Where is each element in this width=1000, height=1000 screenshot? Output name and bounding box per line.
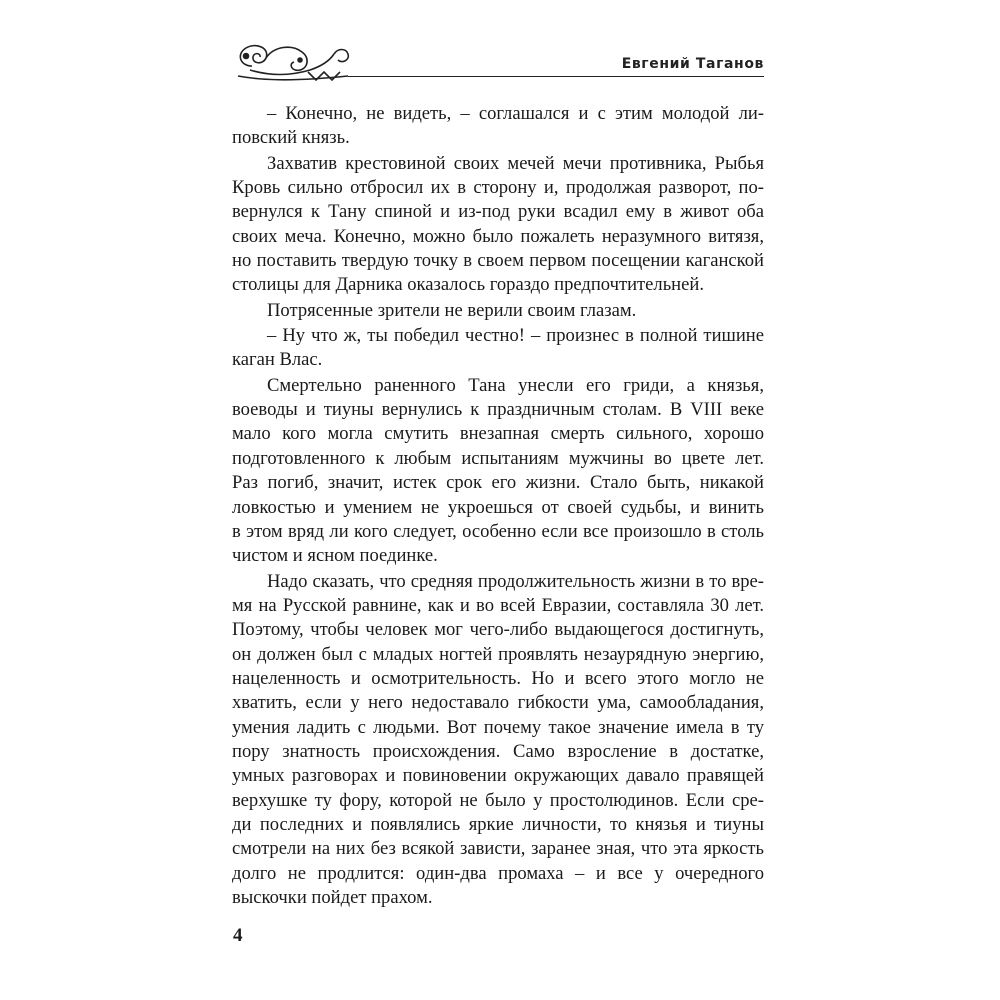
text-line: Раз погиб, значит, истек срок его жизни. Стало быть, никакой bbox=[232, 472, 764, 494]
text-line: умных разговорах и повиновении окружающих давало правящей bbox=[232, 765, 764, 787]
text-line: своих меча. Конечно, можно было пожалеть неразумного витязя, bbox=[232, 225, 764, 247]
text-line: выскочки пойдет прахом. bbox=[232, 887, 433, 908]
text-line: – Ну что ж, ты победил честно! – произнес в полной тишине bbox=[267, 325, 764, 347]
text-line: долго не продлится: один-два промаха – и все у очередного bbox=[232, 862, 764, 884]
text-line: Кровь сильно отбросил их в сторону и, продолжая разворот, по- bbox=[232, 177, 764, 199]
paragraph bbox=[232, 374, 764, 569]
text-line: каган Влас. bbox=[232, 349, 323, 371]
text-line: вернулся к Тану спиной и из-под руки всадил ему в живот оба bbox=[232, 201, 764, 223]
text-line: ди последних и появлялись яркие личности, то князья и тиуны bbox=[232, 813, 764, 835]
paragraph bbox=[232, 102, 764, 151]
text-line: столицы для Дарника оказалось гораздо предпочтительней. bbox=[232, 274, 704, 296]
text-line: подготовленного к любым испытаниям мужчины во цвете лет. bbox=[232, 447, 764, 469]
text-line: повский князь. bbox=[232, 127, 350, 149]
text-line: ловкостью и умением не укроешься от своей судьбы, и винить bbox=[232, 496, 764, 518]
text-line: он должен был с младых ногтей проявлять незаурядную энергию, bbox=[232, 643, 764, 665]
text-line: Захватив крестовиной своих мечей мечи противника, Рыбья bbox=[267, 152, 764, 174]
author-name: Евгений Таганов bbox=[621, 56, 764, 72]
text-line: в этом вряд ли кого следует, особенно если все произошло в столь bbox=[232, 520, 764, 542]
text-line: Надо сказать, что средняя продолжительность жизни в то вре- bbox=[267, 570, 764, 592]
swirl-ornament-icon bbox=[230, 36, 360, 84]
header-rule bbox=[348, 76, 764, 77]
body-text bbox=[232, 102, 764, 911]
paragraph bbox=[232, 299, 764, 323]
text-line: смотрели на них без всякой зависти, заранее зная, что эта яркость bbox=[232, 838, 764, 860]
text-line: но поставить твердую точку в своем первом посещении каганской bbox=[232, 250, 764, 272]
paragraph bbox=[232, 324, 764, 373]
text-line: умения ладить с людьми. Вот почему такое значение имела в ту bbox=[232, 716, 764, 738]
text-line: мя на Русской равнине, как и во всей Евразии, составляла 30 лет. bbox=[232, 594, 764, 616]
text-line: мало кого могла смутить внезапная смерть сильного, хорошо bbox=[232, 423, 764, 445]
text-line: пору знатность происхождения. Само взросление в достатке, bbox=[232, 740, 764, 762]
text-line: хватить, если у него недоставало гибкости ума, самообладания, bbox=[232, 692, 764, 714]
text-line: Смертельно раненного Тана унесли его гриди, а князья, bbox=[267, 374, 764, 396]
running-header bbox=[230, 36, 764, 84]
page-number: 4 bbox=[233, 925, 243, 946]
text-line: – Конечно, не видеть, – соглашался и с этим молодой ли- bbox=[267, 103, 764, 124]
paragraph bbox=[232, 152, 764, 298]
text-line: чистом и ясном поединке. bbox=[232, 545, 438, 567]
text-line: верхушке ту фору, которой не было у простолюдинов. Если сре- bbox=[232, 789, 764, 811]
paragraph bbox=[232, 570, 764, 911]
text-line: Поэтому, чтобы человек мог чего-либо выдающегося достигнуть, bbox=[232, 619, 764, 641]
text-line: воеводы и тиуны вернулись к праздничным столам. В VIII веке bbox=[232, 399, 764, 421]
text-line: Потрясенные зрители не верили своим глазам. bbox=[267, 299, 637, 321]
text-line: нацеленность и осмотрительность. Но и всего этого могло не bbox=[232, 667, 764, 689]
